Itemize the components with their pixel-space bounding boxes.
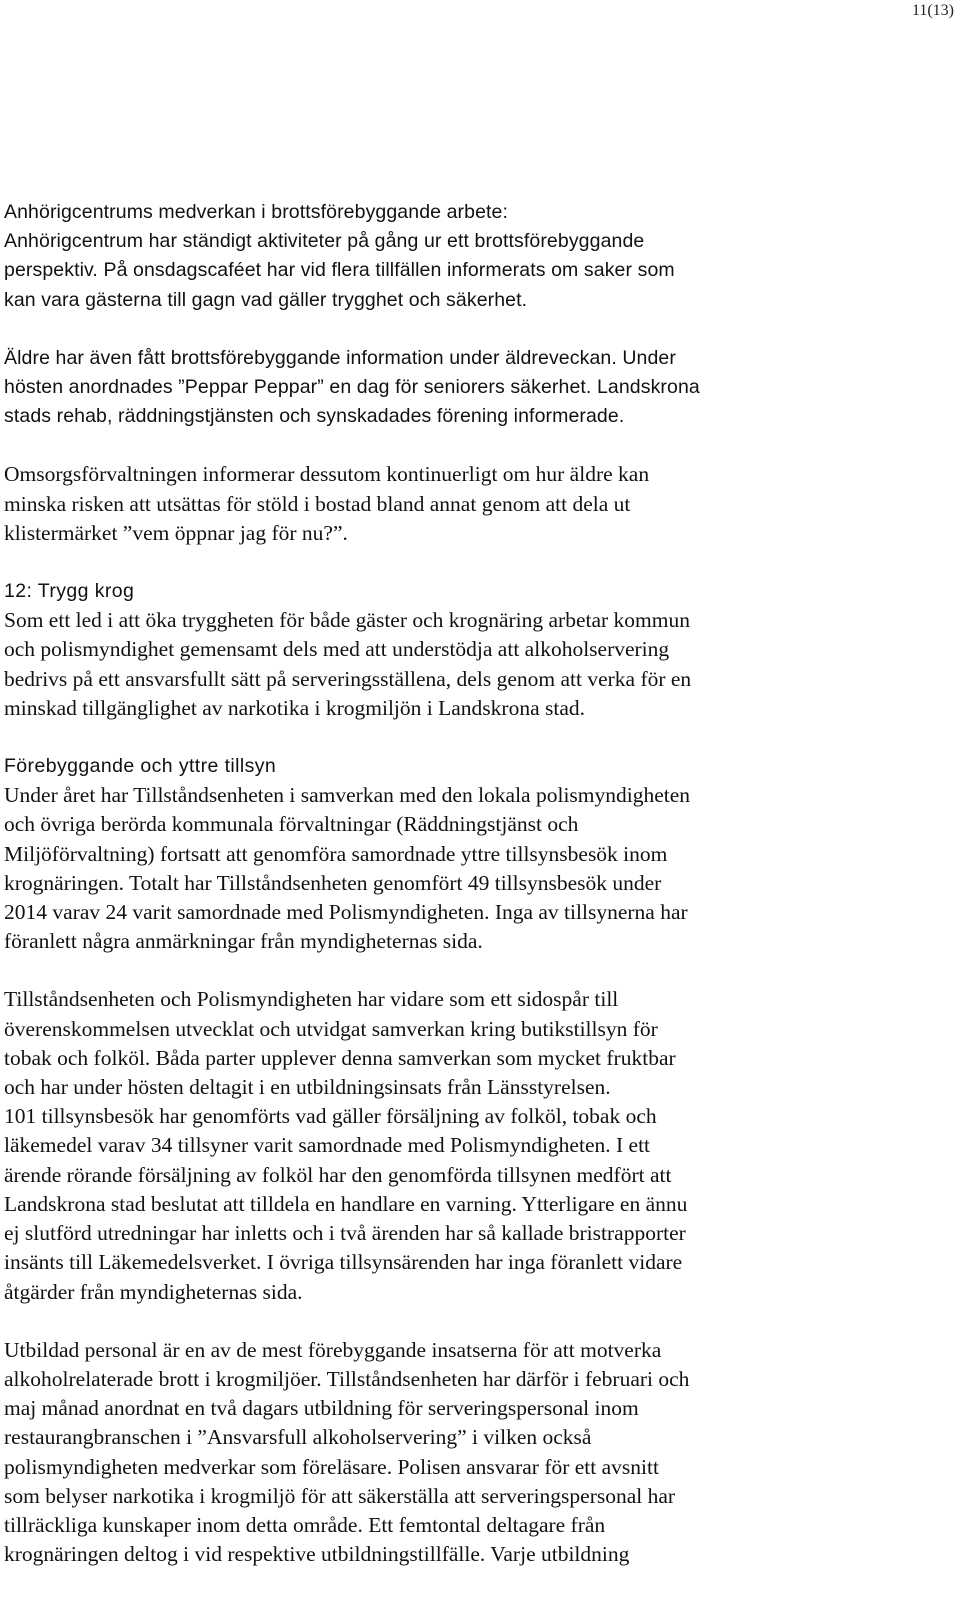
text-line: bedrivs på ett ansvarsfullt sätt på serveringsställena, dels genom att verka för en [4,666,692,691]
text-line: alkoholrelaterade brott i krogmiljöer. Tillståndsenheten har därför i februari och [4,1366,690,1391]
text-line: åtgärder från myndigheternas sida. [4,1279,303,1304]
text-line: Miljöförvaltning) fortsatt att genomföra samordnade yttre tillsynsbesök inom [4,841,668,866]
text-line: kan vara gästerna till gagn vad gäller trygghet och säkerhet. [4,288,528,311]
text-line: Tillståndsenheten och Polismyndigheten har vidare som ett sidospår till [4,987,619,1012]
text-line: Som ett led i att öka tryggheten för både gäster och krognäring arbetar kommun [4,608,690,633]
text-line: Äldre har även fått brottsförebyggande information under äldreveckan. Under [4,346,676,369]
text-line: Landskrona stad beslutat att tilldela en handlare en varning. Ytterligare en ännu [4,1191,688,1216]
document-body [4,198,940,1569]
text-line: perspektiv. På onsdagscaféet har vid flera tillfällen informerats om saker som [4,259,675,282]
text-line: krognäringen. Totalt har Tillståndsenheten genomfört 49 tillsynsbesök under [4,870,662,895]
section-training [4,1336,940,1570]
text-line: Utbildad personal är en av de mest förebyggande insatserna för att motverka [4,1337,662,1362]
text-line: klistermärket ”vem öppnar jag för nu?”. [4,520,348,545]
text-line: Under året har Tillståndsenheten i samverkan med den lokala polismyndigheten [4,783,691,808]
section-elderly [4,344,940,432]
text-line: tillräckliga kunskaper inom detta område. Ett femtontal deltagare från [4,1512,606,1537]
section-heading: Anhörigcentrums medverkan i brottsförebyggande arbete: [4,201,509,223]
text-line: och har under hösten deltagit i en utbildningsinsats från Länsstyrelsen. [4,1075,611,1100]
text-line: och polismyndighet gemensamt dels med att understödja att alkoholservering [4,637,670,662]
text-line: insänts till Läkemedelsverket. I övriga tillsynsärenden har inga föranlett vidare [4,1250,683,1275]
text-line: 2014 varav 24 varit samordnade med Polismyndigheten. Inga av tillsynerna har [4,900,688,925]
section-crime-prevention [4,198,940,315]
text-line: polismyndigheten medverkar som föreläsare. Polisen ansvarar för ett avsnitt [4,1454,659,1479]
text-line: krognäringen deltog i vid respektive utbildningstillfälle. Varje utbildning [4,1542,630,1567]
text-line: maj månad anordnat en två dagars utbildning för serveringspersonal inom [4,1396,639,1421]
text-line: som belyser narkotika i krogmiljö för att säkerställa att serveringspersonal har [4,1483,676,1508]
text-line: minskad tillgänglighet av narkotika i krogmiljön i Landskrona stad. [4,695,585,720]
text-line: föranlett några anmärkningar från myndigheternas sida. [4,929,483,954]
section-store-supervision [4,985,940,1306]
text-line: ärende rörande försäljning av folköl har den genomförda tillsynen medfört att [4,1162,672,1187]
section-care-admin [4,460,940,548]
text-line: hösten anordnades ”Peppar Peppar” en dag för seniorers säkerhet. Landskrona [4,376,700,399]
text-line: tobak och folköl. Båda parter upplever denna samverkan som mycket fruktbar [4,1045,676,1070]
text-line: Anhörigcentrum har ständigt aktiviteter på gång ur ett brottsförebyggande [4,230,645,253]
text-line: stads rehab, räddningstjänsten och synskadades förening informerade. [4,405,625,428]
page-number: 11(13) [911,2,954,19]
text-line: överenskommelsen utvecklat och utvidgat samverkan kring butikstillsyn för [4,1016,658,1041]
text-line: ej slutförd utredningar har inletts och i två ärenden har så kallade bristrapporter [4,1221,686,1246]
section-safe-bar [4,577,940,723]
text-line: läkemedel varav 34 tillsyner varit samordnade med Polismyndigheten. I ett [4,1133,651,1158]
text-line: 101 tillsynsbesök har genomförts vad gäller försäljning av folköl, tobak och [4,1104,657,1129]
section-heading: Förebyggande och yttre tillsyn [4,755,277,778]
text-line: Omsorgsförvaltningen informerar dessutom kontinuerligt om hur äldre kan [4,462,650,487]
text-line: restaurangbranschen i ”Ansvarsfull alkoholservering” i vilken också [4,1425,592,1450]
section-supervision [4,752,940,956]
text-line: och övriga berörda kommunala förvaltningar (Räddningstjänst och [4,812,579,837]
text-line: minska risken att utsättas för stöld i bostad bland annat genom att dela ut [4,491,631,516]
section-heading: 12: Trygg krog [4,580,135,603]
